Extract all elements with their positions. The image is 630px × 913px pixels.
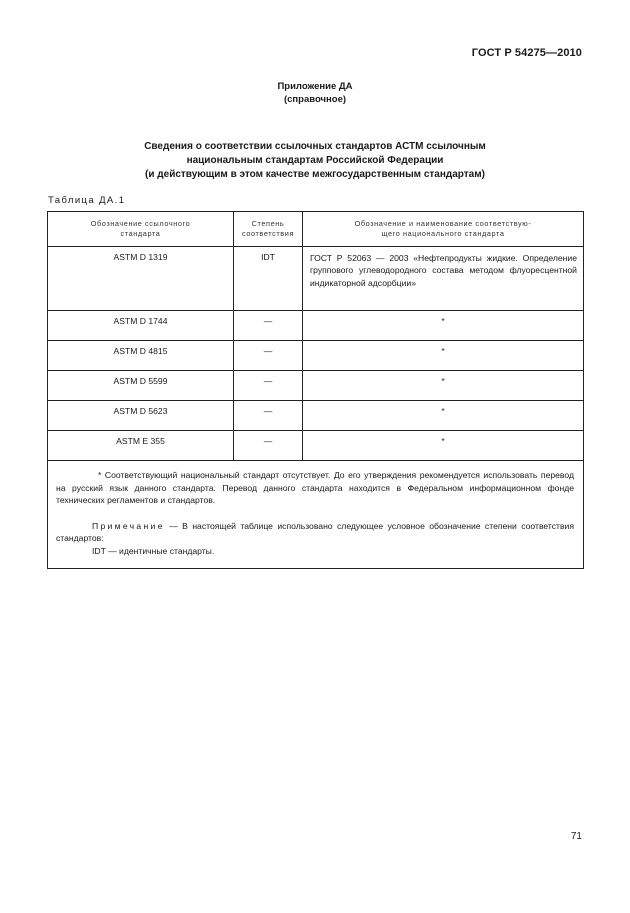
table-row	[48, 371, 584, 401]
national-standard-cell: ГОСТ Р 52063 — 2003 «Нефтепродукты жидкие. Определение группового углеводородного состава методом флуоресцентной индикаторной адсорбции»	[303, 247, 584, 311]
header-degree-of-correspondence: Степень соответствия	[234, 212, 303, 247]
national-standard-cell: *	[303, 341, 584, 371]
title-line-3: (и действующим в этом качестве межгосударственным стандартам)	[145, 169, 485, 180]
national-standard-cell: *	[303, 311, 584, 341]
table-row	[48, 341, 584, 371]
table-row	[48, 247, 584, 311]
table-caption: Таблица ДА.1	[48, 195, 126, 206]
national-standard-cell: *	[303, 431, 584, 461]
reference-standard-cell: ASTM E 355	[48, 431, 234, 461]
document-code: ГОСТ Р 54275—2010	[471, 47, 582, 59]
header-reference-standard: Обозначение ссылочного стандарта	[48, 212, 234, 247]
annex-title: Приложение ДА	[277, 81, 353, 92]
standards-correspondence-table	[47, 211, 584, 569]
document-title	[0, 140, 630, 182]
note-label: Примечание	[92, 520, 165, 531]
note-idt-definition: IDT — идентичные стандарты.	[92, 545, 215, 556]
annex-subtitle: (справочное)	[283, 94, 347, 105]
degree-cell: —	[234, 401, 303, 431]
degree-cell: —	[234, 371, 303, 401]
annex-heading	[0, 80, 630, 106]
header-national-standard: Обозначение и наименование соответствую- щего национального стандарта	[303, 212, 584, 247]
table-notes-cell	[48, 461, 584, 569]
table-notes-row	[48, 461, 584, 569]
degree-cell: IDT	[234, 247, 303, 311]
reference-standard-cell: ASTM D 1744	[48, 311, 234, 341]
page-number: 71	[570, 831, 582, 842]
table-row	[48, 431, 584, 461]
degree-cell: —	[234, 311, 303, 341]
degree-cell: —	[234, 431, 303, 461]
national-standard-cell: *	[303, 371, 584, 401]
reference-standard-cell: ASTM D 5623	[48, 401, 234, 431]
note-text: — В настоящей таблице использовано следующее условное обозначение степени соответствия стандартов:	[56, 520, 574, 544]
table-note	[56, 520, 574, 545]
national-standard-cell: *	[303, 401, 584, 431]
reference-standard-cell: ASTM D 1319	[48, 247, 234, 311]
table-footnote: * Соответствующий национальный стандарт отсутствует. До его утверждения рекомендуется использовать перевод на русский язык данного стандарта. Перевод данного стандарта находится в Федеральном информационном фонде технических регламентов и стандартов.	[56, 470, 574, 506]
table-row	[48, 311, 584, 341]
table-header-row	[48, 212, 584, 247]
table-row	[48, 401, 584, 431]
reference-standard-cell: ASTM D 5599	[48, 371, 234, 401]
title-line-2: национальным стандартам Российской Федерации	[186, 155, 444, 166]
title-line-1: Сведения о соответствии ссылочных стандартов АСТМ ссылочным	[144, 141, 486, 152]
reference-standard-cell: ASTM D 4815	[48, 341, 234, 371]
degree-cell: —	[234, 341, 303, 371]
